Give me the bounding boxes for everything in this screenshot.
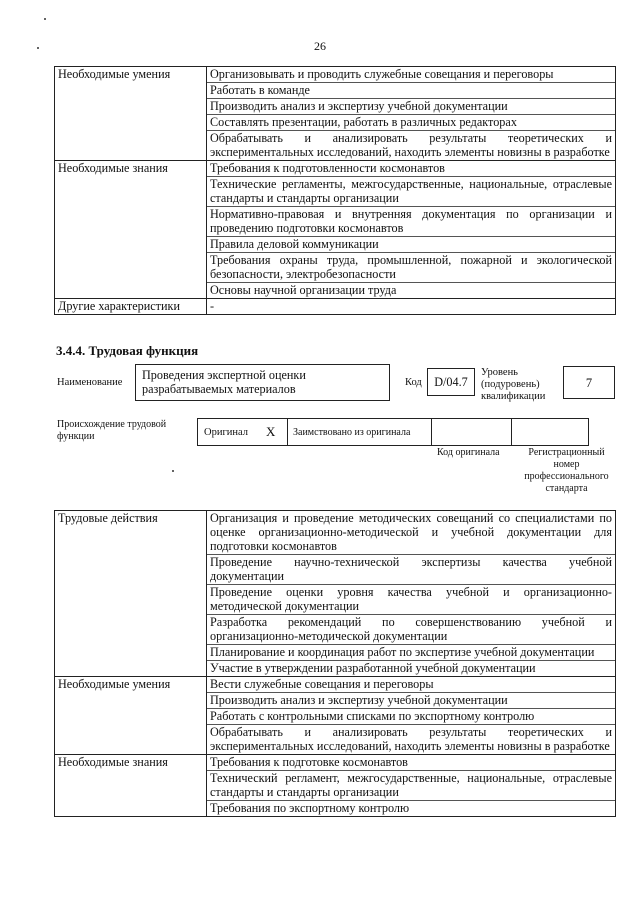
list-item: Организовывать и проводить служебные совещания и переговоры xyxy=(207,67,615,83)
level-value: 7 xyxy=(585,376,593,390)
origin-label: Происхождение трудовой функции xyxy=(57,419,167,442)
row-category: Другие характеристики xyxy=(55,299,207,315)
list-item: Разработка рекомендаций по совершенствованию учебной и организационно-методической документации xyxy=(207,615,615,645)
table-row xyxy=(55,755,616,817)
level-label: Уровень (подуровень) квалификации xyxy=(481,367,546,402)
code-original-caption: Код оригинала xyxy=(437,447,500,458)
table-row xyxy=(55,161,616,299)
list-item: Основы научной организации труда xyxy=(210,283,397,297)
list-item: Вести служебные совещания и переговоры xyxy=(207,677,615,693)
page-number: 26 xyxy=(314,39,326,53)
list-item: Требования к подготовленности космонавтов xyxy=(207,161,615,177)
list-item: Требования охраны труда, промышленной, пожарной и экологической безопасности, электробезопасности xyxy=(207,253,615,283)
row-items xyxy=(207,511,616,677)
original-label: Оригинал xyxy=(204,427,248,438)
divider xyxy=(431,419,432,445)
row-items xyxy=(207,677,616,755)
list-item: Проведение оценки уровня качества учебной и организационно-методической документации xyxy=(207,585,615,615)
origin-box xyxy=(197,418,589,446)
function-name-box xyxy=(135,364,390,401)
list-item: Производить анализ и экспертизу учебной документации xyxy=(207,99,615,115)
scan-dot xyxy=(172,470,174,472)
list-item: Технический регламент, межгосударственные, национальные, отраслевые стандарты и стандарты организации xyxy=(207,771,615,801)
list-item: Работать с контрольными списками по экспортному контролю xyxy=(207,709,615,725)
list-item: Нормативно-правовая и внутренняя документация по организации и проведению подготовки космонавтов xyxy=(207,207,615,237)
list-item: Участие в утверждении разработанной учебной документации xyxy=(210,661,536,675)
list-item: Производить анализ и экспертизу учебной документации xyxy=(207,693,615,709)
table-row xyxy=(55,677,616,755)
requirements-table-2 xyxy=(54,510,616,817)
row-items xyxy=(207,67,616,161)
row-category: Необходимые умения xyxy=(55,677,207,755)
list-item: Планирование и координация работ по экспертизе учебной документации xyxy=(207,645,615,661)
section-heading: 3.4.4. Трудовая функция xyxy=(56,343,199,358)
list-item: Правила деловой коммуникации xyxy=(207,237,615,253)
table-row xyxy=(55,67,616,161)
original-mark: X xyxy=(266,424,276,439)
list-item: Организация и проведение методических совещаний со специалистами по оценке организационно-методической и учебной документации для подготовки космонавтов xyxy=(207,511,615,555)
divider xyxy=(511,419,512,445)
row-category: Трудовые действия xyxy=(55,511,207,677)
list-item: Обрабатывать и анализировать результаты теоретических и экспериментальных исследований, находить элементы новизны в разработке xyxy=(210,131,612,159)
table-row xyxy=(55,299,616,315)
row-category: Необходимые умения xyxy=(55,67,207,161)
row-items xyxy=(207,299,616,315)
requirements-table-1 xyxy=(54,66,616,315)
list-item: Работать в команде xyxy=(207,83,615,99)
list-item: Требования по экспортному контролю xyxy=(210,801,410,815)
row-category: Необходимые знания xyxy=(55,161,207,299)
reg-number-caption: Регистрационный номер профессионального стандарта xyxy=(524,447,609,494)
list-item: Проведение научно-технической экспертизы качества учебной документации xyxy=(207,555,615,585)
code-box xyxy=(427,368,475,396)
code-label: Код xyxy=(405,377,422,388)
row-items xyxy=(207,161,616,299)
name-label: Наименование xyxy=(57,377,123,388)
row-items xyxy=(207,755,616,817)
list-item: Обрабатывать и анализировать результаты теоретических и экспериментальных исследований, находить элементы новизны в разработке xyxy=(210,725,612,753)
level-box xyxy=(563,366,615,399)
table-row xyxy=(55,511,616,677)
code-value: D/04.7 xyxy=(434,375,468,389)
row-category: Необходимые знания xyxy=(55,755,207,817)
scan-dot xyxy=(44,18,46,20)
list-item: Составлять презентации, работать в различных редакторах xyxy=(207,115,615,131)
list-item: Требования к подготовке космонавтов xyxy=(207,755,615,771)
divider xyxy=(287,419,288,445)
borrowed-label: Заимствовано из оригинала xyxy=(293,427,411,438)
list-item: - xyxy=(210,299,215,313)
function-name: Проведения экспертной оценки разрабатываемых материалов xyxy=(142,368,306,396)
list-item: Технические регламенты, межгосударственные, национальные, отраслевые стандарты и стандарты организации xyxy=(207,177,615,207)
